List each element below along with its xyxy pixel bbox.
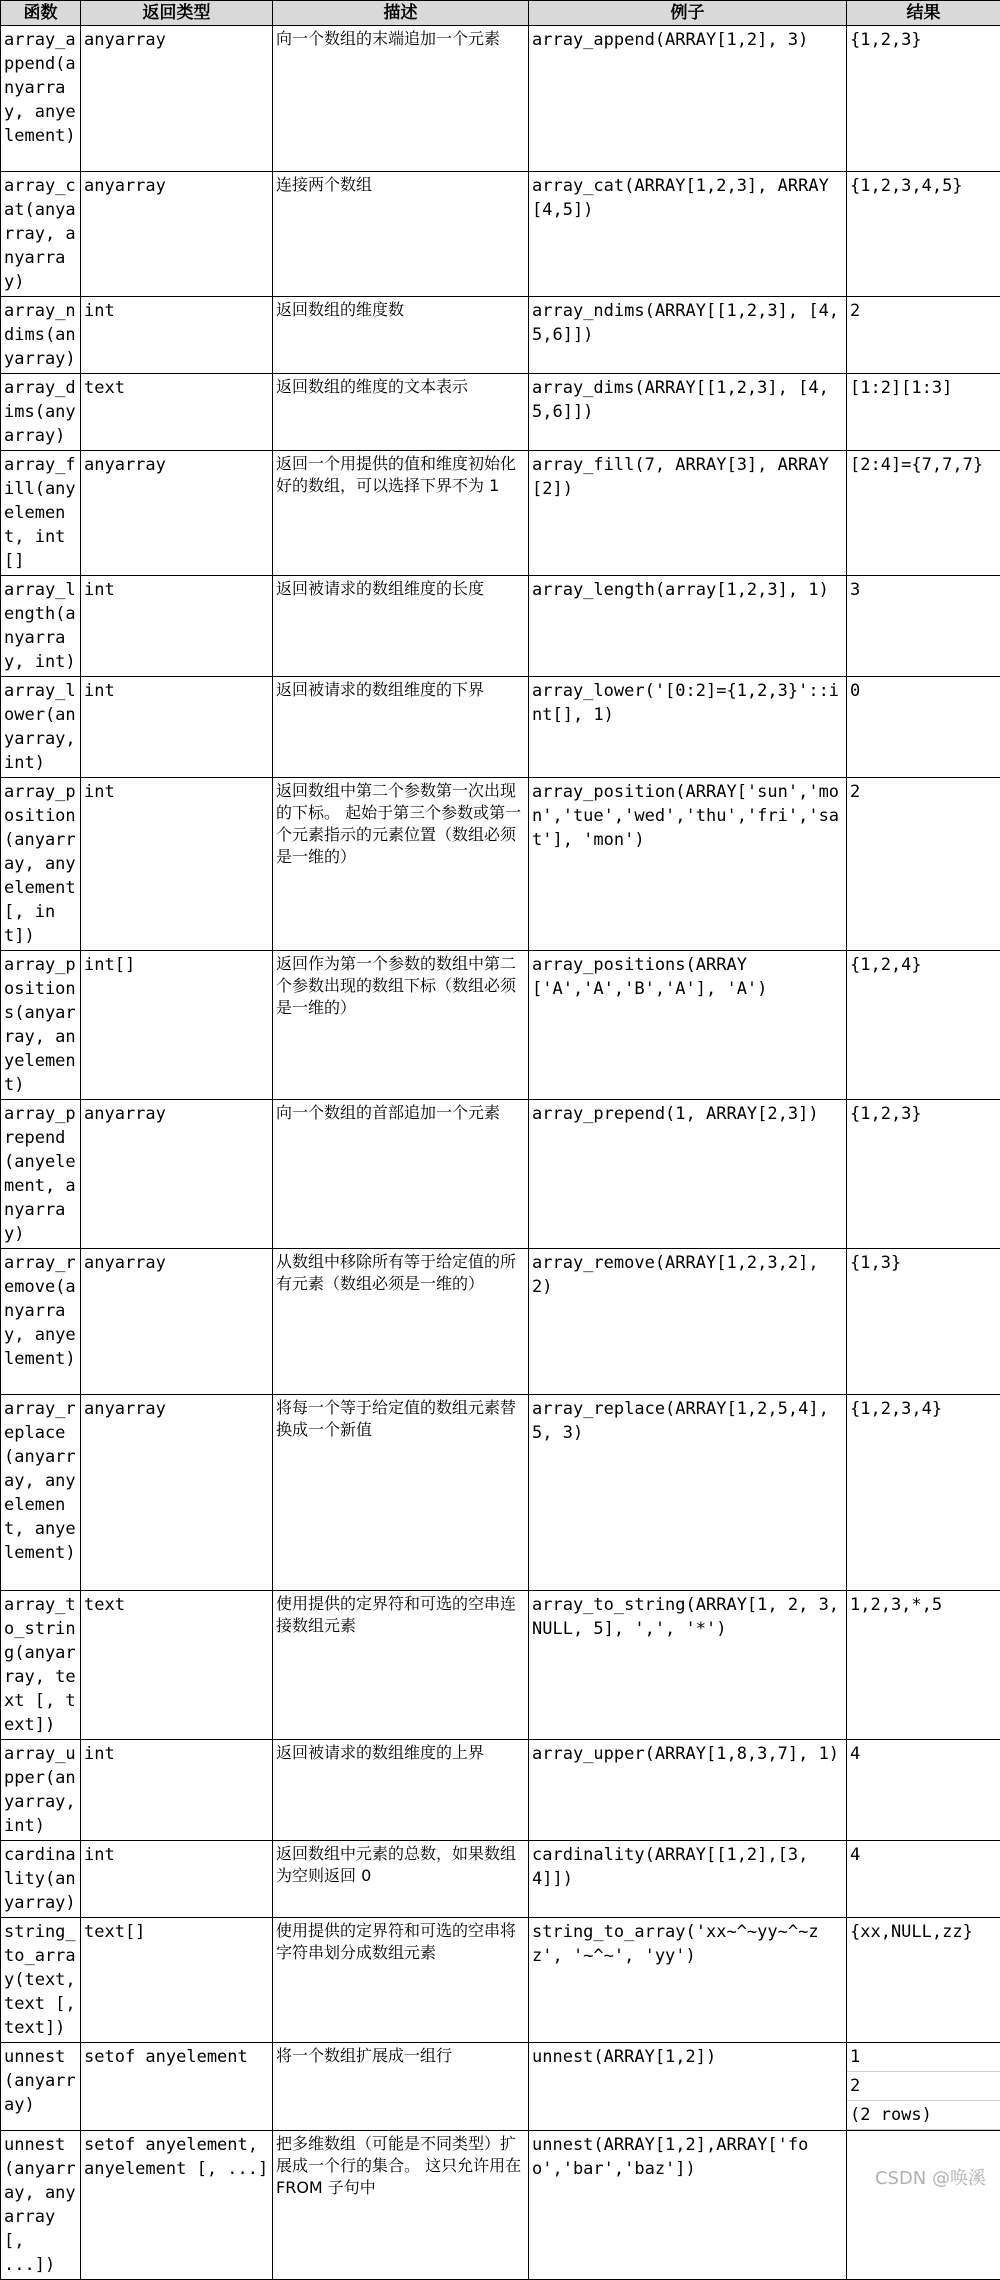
cell-result: [847, 1249, 1000, 1395]
cell-return-type: int: [81, 778, 273, 951]
cell-description: 将一个数组扩展成一组行: [273, 2043, 529, 2131]
header-description: 描述: [273, 1, 529, 26]
cell-function: array_lower(anyarray, int): [1, 677, 81, 778]
table-row: [1, 576, 1000, 677]
table-row: [1, 1591, 1000, 1740]
cell-description: 从数组中移除所有等于给定值的所有元素（数组必须是一维的）: [273, 1249, 529, 1395]
cell-example: array_position(ARRAY['sun','mon','tue','wed','thu','fri','sat'], 'mon'): [529, 778, 847, 951]
cell-function: array_append(anyarray, anyelement): [1, 26, 81, 172]
cell-result: [847, 374, 1000, 451]
cell-example: array_replace(ARRAY[1,2,5,4], 5, 3): [529, 1395, 847, 1591]
table-row: [1, 451, 1000, 576]
cell-result: [847, 778, 1000, 951]
cell-result: [847, 1918, 1000, 2043]
cell-return-type: text: [81, 374, 273, 451]
cell-function: array_to_string(anyarray, text [, text]): [1, 1591, 81, 1740]
cell-return-type: anyarray: [81, 1249, 273, 1395]
cell-example: unnest(ARRAY[1,2]): [529, 2043, 847, 2131]
cell-return-type: int: [81, 576, 273, 677]
cell-return-type: setof anyelement, anyelement [, ...]: [81, 2131, 273, 2280]
cell-result: [847, 677, 1000, 778]
cell-example: array_positions(ARRAY['A','A','B','A'], 'A'): [529, 951, 847, 1100]
result-line: 4: [850, 1742, 997, 1766]
cell-result: [847, 576, 1000, 677]
table-row: [1, 1100, 1000, 1249]
cell-description: 返回一个用提供的值和维度初始化好的数组，可以选择下界不为 1: [273, 451, 529, 576]
cell-example: cardinality(ARRAY[[1,2],[3,4]]): [529, 1841, 847, 1918]
result-line: 3: [850, 578, 997, 602]
cell-function: array_cat(anyarray, anyarray): [1, 172, 81, 297]
table-row: [1, 1918, 1000, 2043]
table-row: [1, 1249, 1000, 1395]
cell-result: [847, 1841, 1000, 1918]
cell-example: array_append(ARRAY[1,2], 3): [529, 26, 847, 172]
cell-result: [847, 1591, 1000, 1740]
table-row: [1, 1841, 1000, 1918]
cell-description: 返回数组中元素的总数，如果数组为空则返回 0: [273, 1841, 529, 1918]
cell-description: 把多维数组（可能是不同类型）扩展成一个行的集合。 这只允许用在 FROM 子句中: [273, 2131, 529, 2280]
header-result: 结果: [847, 1, 1000, 26]
cell-example: array_cat(ARRAY[1,2,3], ARRAY[4,5]): [529, 172, 847, 297]
cell-example: string_to_array('xx~^~yy~^~zz', '~^~', 'yy'): [529, 1918, 847, 2043]
cell-result: [847, 172, 1000, 297]
cell-description: 返回数组中第二个参数第一次出现的下标。 起始于第三个参数或第一个元素指示的元素位置（数组必须是一维的）: [273, 778, 529, 951]
result-line: 4: [850, 1843, 997, 1867]
cell-return-type: anyarray: [81, 1395, 273, 1591]
table-row: [1, 374, 1000, 451]
header-example: 例子: [529, 1, 847, 26]
cell-return-type: text[]: [81, 1918, 273, 2043]
cell-description: 向一个数组的末端追加一个元素: [273, 26, 529, 172]
cell-example: unnest(ARRAY[1,2],ARRAY['foo','bar','baz']): [529, 2131, 847, 2280]
cell-example: array_lower('[0:2]={1,2,3}'::int[], 1): [529, 677, 847, 778]
cell-description: 返回作为第一个参数的数组中第二个参数出现的数组下标（数组必须是一维的）: [273, 951, 529, 1100]
cell-example: array_to_string(ARRAY[1, 2, 3, NULL, 5], ',', '*'): [529, 1591, 847, 1740]
cell-description: 返回数组的维度的文本表示: [273, 374, 529, 451]
result-line: (2 rows): [847, 2101, 1000, 2130]
cell-return-type: anyarray: [81, 451, 273, 576]
cell-return-type: int: [81, 297, 273, 374]
cell-return-type: anyarray: [81, 1100, 273, 1249]
cell-description: 使用提供的定界符和可选的空串连接数组元素: [273, 1591, 529, 1740]
cell-description: 返回被请求的数组维度的长度: [273, 576, 529, 677]
header-row: [1, 1, 1000, 26]
cell-result: [847, 451, 1000, 576]
cell-description: 返回数组的维度数: [273, 297, 529, 374]
cell-example: array_ndims(ARRAY[[1,2,3], [4,5,6]]): [529, 297, 847, 374]
result-line: 1: [847, 2043, 1000, 2072]
result-line: 2: [850, 299, 997, 323]
cell-example: array_upper(ARRAY[1,8,3,7], 1): [529, 1740, 847, 1841]
table-row: [1, 26, 1000, 172]
cell-example: array_remove(ARRAY[1,2,3,2], 2): [529, 1249, 847, 1395]
cell-return-type: anyarray: [81, 172, 273, 297]
cell-function: cardinality(anyarray): [1, 1841, 81, 1918]
table-row: [1, 951, 1000, 1100]
cell-example: array_dims(ARRAY[[1,2,3], [4,5,6]]): [529, 374, 847, 451]
result-line: {1,2,3,4,5}: [850, 174, 997, 198]
result-line: [1:2][1:3]: [850, 376, 997, 400]
cell-function: array_prepend(anyelement, anyarray): [1, 1100, 81, 1249]
cell-return-type: int: [81, 1841, 273, 1918]
cell-result: [847, 951, 1000, 1100]
result-line: 1,2,3,*,5: [850, 1593, 997, 1617]
cell-description: 将每一个等于给定值的数组元素替换成一个新值: [273, 1395, 529, 1591]
cell-example: array_fill(7, ARRAY[3], ARRAY[2]): [529, 451, 847, 576]
cell-result: [847, 1395, 1000, 1591]
cell-function: array_replace(anyarray, anyelement, anyelement): [1, 1395, 81, 1591]
cell-result: [847, 26, 1000, 172]
cell-description: 返回被请求的数组维度的下界: [273, 677, 529, 778]
cell-function: array_position(anyarray, anyelement [, int]): [1, 778, 81, 951]
cell-example: array_prepend(1, ARRAY[2,3]): [529, 1100, 847, 1249]
cell-return-type: anyarray: [81, 26, 273, 172]
result-line: 0: [850, 679, 997, 703]
table-row: [1, 2131, 1000, 2280]
cell-description: 连接两个数组: [273, 172, 529, 297]
header-return-type: 返回类型: [81, 1, 273, 26]
result-line: {1,3}: [850, 1251, 997, 1275]
cell-function: string_to_array(text, text [, text]): [1, 1918, 81, 2043]
cell-description: 返回被请求的数组维度的上界: [273, 1740, 529, 1841]
result-line: [2:4]={7,7,7}: [850, 453, 997, 477]
cell-function: array_dims(anyarray): [1, 374, 81, 451]
table-row: [1, 1740, 1000, 1841]
cell-function: array_positions(anyarray, anyelement): [1, 951, 81, 1100]
result-line: {xx,NULL,zz}: [850, 1920, 997, 1944]
result-line: {1,2,4}: [850, 953, 997, 977]
cell-function: array_ndims(anyarray): [1, 297, 81, 374]
cell-description: 向一个数组的首部追加一个元素: [273, 1100, 529, 1249]
table-row: [1, 1395, 1000, 1591]
cell-result: [847, 297, 1000, 374]
cell-function: array_fill(anyelement, int[]: [1, 451, 81, 576]
cell-result: [847, 1740, 1000, 1841]
cell-example: array_length(array[1,2,3], 1): [529, 576, 847, 677]
cell-function: array_remove(anyarray, anyelement): [1, 1249, 81, 1395]
result-line: 2: [850, 780, 997, 804]
cell-result: [847, 2043, 1000, 2131]
cell-return-type: int: [81, 1740, 273, 1841]
cell-function: unnest(anyarray, anyarray [, ...]): [1, 2131, 81, 2280]
watermark: CSDN @唤溪: [875, 2164, 986, 2190]
result-line: {1,2,3,4}: [850, 1397, 997, 1421]
table-row: [1, 2043, 1000, 2131]
cell-function: array_upper(anyarray, int): [1, 1740, 81, 1841]
cell-function: array_length(anyarray, int): [1, 576, 81, 677]
cell-function: unnest(anyarray): [1, 2043, 81, 2131]
cell-description: 使用提供的定界符和可选的空串将字符串划分成数组元素: [273, 1918, 529, 2043]
header-function: 函数: [1, 1, 81, 26]
result-line: {1,2,3}: [850, 28, 997, 52]
table-body: [1, 26, 1000, 2280]
table-row: [1, 297, 1000, 374]
table-row: [1, 677, 1000, 778]
cell-return-type: text: [81, 1591, 273, 1740]
result-line: {1,2,3}: [850, 1102, 997, 1126]
cell-result: [847, 2131, 1000, 2280]
cell-result: [847, 1100, 1000, 1249]
cell-return-type: setof anyelement: [81, 2043, 273, 2131]
result-line: 2: [847, 2072, 1000, 2101]
cell-return-type: int[]: [81, 951, 273, 1100]
table-row: [1, 172, 1000, 297]
table-row: [1, 778, 1000, 951]
cell-return-type: int: [81, 677, 273, 778]
